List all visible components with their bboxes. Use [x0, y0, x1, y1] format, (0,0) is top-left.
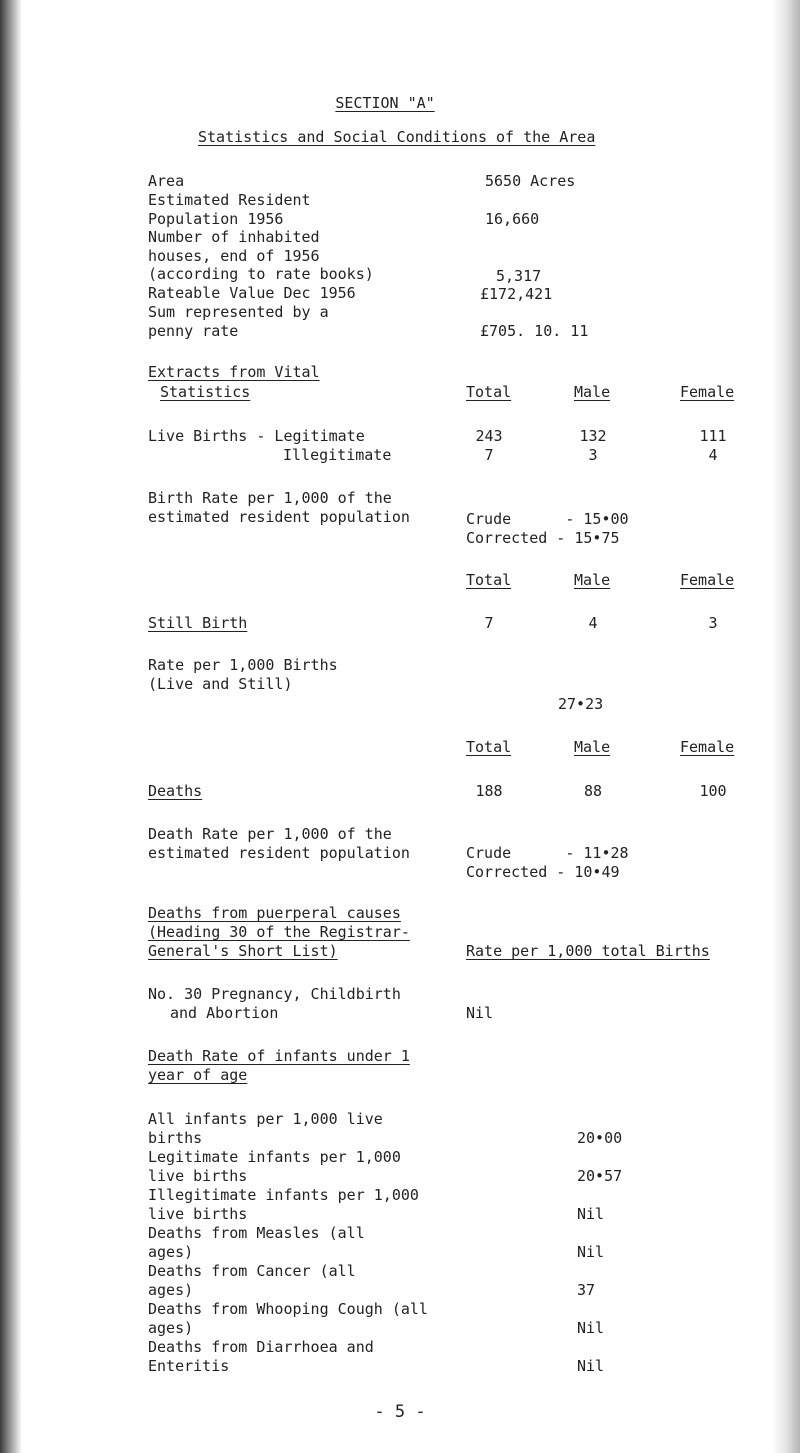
live-births-legitimate-total: 243: [475, 427, 503, 445]
deaths-label: Deaths: [148, 782, 203, 800]
deaths-column-female: Female: [680, 738, 735, 756]
live-births-legitimate-female: 111: [699, 427, 727, 445]
puerperal-heading-3: General's Short List): [148, 942, 338, 960]
population-label-1: Estimated Resident: [148, 191, 311, 209]
penny-rate-label-2: penny rate: [148, 322, 239, 340]
infant-row-label-1: Deaths from Cancer (all: [148, 1262, 356, 1280]
still-birth-male: 4: [588, 614, 598, 632]
section-heading: SECTION "A": [335, 94, 435, 112]
infant-row-label-2: ages): [148, 1319, 194, 1337]
live-births-illegitimate-label: Illegitimate: [283, 446, 392, 464]
birth-rate-corrected: Corrected - 15•75: [466, 529, 620, 547]
infant-row-label-1: Deaths from Diarrhoea and: [148, 1338, 374, 1356]
death-rate-corrected: Corrected - 10•49: [466, 863, 620, 881]
still-birth-column-female: Female: [680, 571, 735, 589]
column-header-male: Male: [574, 383, 611, 401]
still-birth-female: 3: [708, 614, 718, 632]
houses-label-2: houses, end of 1956: [148, 247, 320, 265]
rateable-label: Rateable Value Dec 1956: [148, 284, 356, 302]
infant-row-value: 37: [577, 1281, 596, 1299]
birth-rate-label-1: Birth Rate per 1,000 of the: [148, 489, 392, 507]
still-birth-rate-label-2: (Live and Still): [148, 675, 293, 693]
infant-row-value: Nil: [577, 1205, 605, 1223]
infant-row-label-1: Legitimate infants per 1,000: [148, 1148, 401, 1166]
infant-row-value: 20•00: [577, 1129, 623, 1147]
death-rate-crude: Crude - 11•28: [466, 844, 629, 862]
deaths-male: 88: [583, 782, 603, 800]
infant-row-value: Nil: [577, 1357, 605, 1375]
houses-value: 5,317: [496, 267, 542, 285]
birth-rate-crude: Crude - 15•00: [466, 510, 629, 528]
puerperal-heading-1: Deaths from puerperal causes: [148, 904, 401, 922]
houses-label-1: Number of inhabited: [148, 228, 320, 246]
live-births-legitimate-label: Live Births - Legitimate: [148, 427, 365, 445]
area-value: 5650 Acres: [485, 172, 576, 190]
scan-edge-left: [0, 0, 22, 1453]
population-label-2: Population 1956: [148, 210, 284, 228]
scan-edge-right: [772, 0, 800, 1453]
live-births-illegitimate-female: 4: [708, 446, 718, 464]
page-number: - 5 -: [374, 1402, 426, 1422]
still-birth-column-male: Male: [574, 571, 611, 589]
infant-row-value: Nil: [577, 1319, 605, 1337]
puerperal-rate-heading: Rate per 1,000 total Births: [466, 942, 710, 960]
deaths-column-male: Male: [574, 738, 611, 756]
infant-row-label-2: ages): [148, 1243, 194, 1261]
still-birth-column-total: Total: [466, 571, 512, 589]
area-label: Area: [148, 172, 185, 190]
deaths-female: 100: [699, 782, 727, 800]
infant-row-label-2: ages): [148, 1281, 194, 1299]
puerperal-item-label-2: and Abortion: [170, 1004, 279, 1022]
vital-statistics-heading-2: Statistics: [160, 383, 251, 401]
still-birth-label: Still Birth: [148, 614, 248, 632]
houses-label-3: (according to rate books): [148, 265, 374, 283]
infant-row-label-2: births: [148, 1129, 203, 1147]
infant-heading-1: Death Rate of infants under 1: [148, 1047, 410, 1065]
infant-row-label-1: Deaths from Measles (all: [148, 1224, 365, 1242]
death-rate-label-2: estimated resident population: [148, 844, 410, 862]
infant-row-value: 20•57: [577, 1167, 623, 1185]
infant-row-label-2: live births: [148, 1167, 248, 1185]
infant-row-label-1: Deaths from Whooping Cough (all: [148, 1300, 428, 1318]
infant-row-label-1: Illegitimate infants per 1,000: [148, 1186, 419, 1204]
death-rate-label-1: Death Rate per 1,000 of the: [148, 825, 392, 843]
population-value: 16,660: [485, 210, 540, 228]
still-birth-total: 7: [484, 614, 494, 632]
infant-row-label-1: All infants per 1,000 live: [148, 1110, 383, 1128]
infant-row-value: Nil: [577, 1243, 605, 1261]
column-header-female: Female: [680, 383, 735, 401]
still-birth-rate-label-1: Rate per 1,000 Births: [148, 656, 338, 674]
penny-rate-label-1: Sum represented by a: [148, 303, 329, 321]
column-header-total: Total: [466, 383, 512, 401]
live-births-illegitimate-total: 7: [484, 446, 494, 464]
penny-rate-value: £705. 10. 11: [480, 322, 589, 340]
birth-rate-label-2: estimated resident population: [148, 508, 410, 526]
puerperal-heading-2: (Heading 30 of the Registrar-: [148, 923, 410, 941]
puerperal-item-value: Nil: [466, 1004, 494, 1022]
infant-heading-2: year of age: [148, 1066, 248, 1084]
infant-row-label-2: Enteritis: [148, 1357, 230, 1375]
puerperal-item-label-1: No. 30 Pregnancy, Childbirth: [148, 985, 401, 1003]
infant-row-label-2: live births: [148, 1205, 248, 1223]
deaths-total: 188: [475, 782, 503, 800]
live-births-legitimate-male: 132: [579, 427, 607, 445]
vital-statistics-heading-1: Extracts from Vital: [148, 363, 320, 381]
still-birth-rate-value: 27•23: [558, 695, 604, 713]
live-births-illegitimate-male: 3: [588, 446, 598, 464]
page-title: Statistics and Social Conditions of the Area: [198, 128, 596, 146]
rateable-value: £172,421: [480, 285, 553, 303]
deaths-column-total: Total: [466, 738, 512, 756]
